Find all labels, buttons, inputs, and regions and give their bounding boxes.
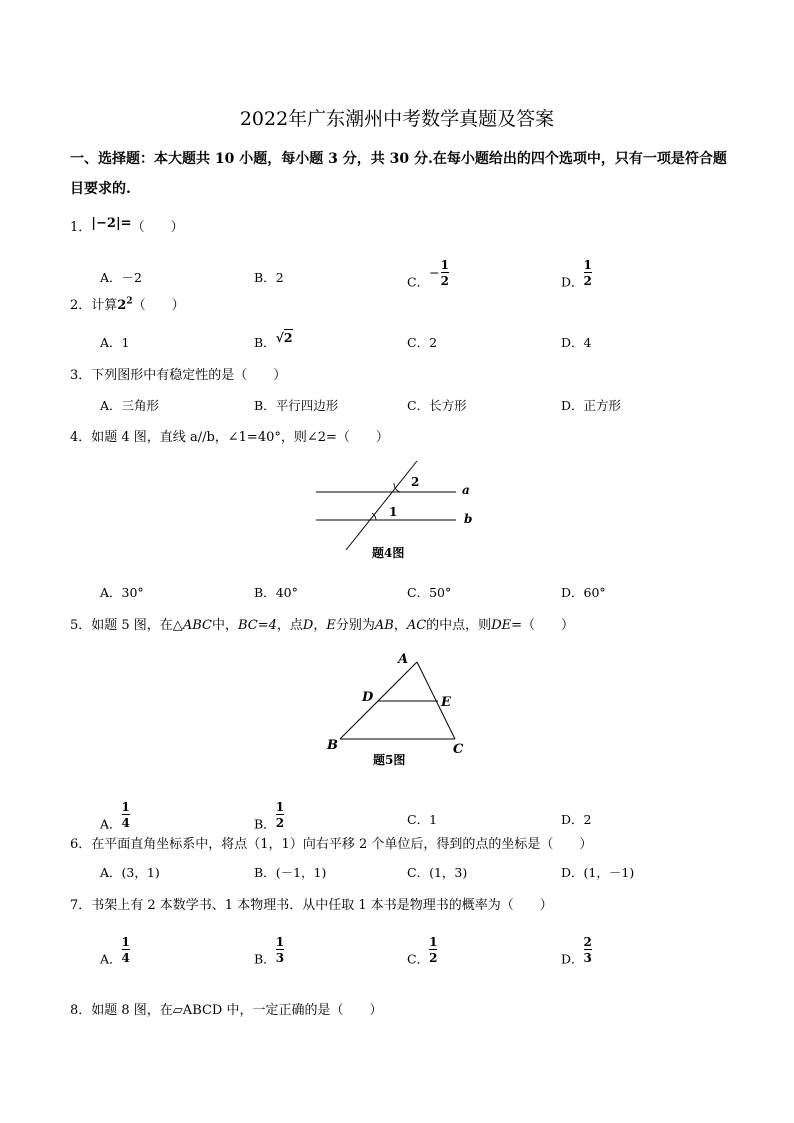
vertex-a-label: A: [398, 652, 409, 667]
q6-option-b[interactable]: B．(－1，1): [254, 865, 327, 880]
q4-option-b[interactable]: B．40°: [254, 585, 298, 600]
fraction: $\frac{1}{4}$: [121, 800, 130, 830]
q1-option-d[interactable]: D． $\frac{1}{2}$: [561, 258, 592, 290]
fraction: $\frac{1}{4}$: [121, 935, 130, 965]
vertex-c-label: C: [453, 742, 464, 757]
point-d-label: D: [362, 690, 374, 705]
q1-option-b[interactable]: B．2: [254, 270, 284, 285]
q5-option-b[interactable]: B． $\frac{1}{2}$: [254, 800, 285, 832]
figure-5-triangle: [320, 646, 480, 774]
point-e-label: E: [441, 695, 451, 710]
q3-option-c[interactable]: C．长方形: [407, 398, 467, 413]
fraction: $\frac{1}{2}$: [583, 258, 592, 288]
q4-option-a[interactable]: A．30°: [100, 585, 144, 600]
question-7-stem: 7．书架上有 2 本数学书、1 本物理书．从中任取 1 本书是物理书的概率为（ ）: [70, 898, 553, 913]
q3-option-d[interactable]: D．正方形: [561, 398, 622, 413]
fraction: $\frac{1}{2}$: [429, 935, 438, 965]
question-6-stem: 6．在平面直角坐标系中，将点（1，1）向右平移 2 个单位后，得到的点的坐标是（ ）: [70, 837, 593, 852]
q5-option-a[interactable]: A． $\frac{1}{4}$: [100, 800, 130, 832]
negative-sign: −: [429, 264, 440, 280]
square-root: √2: [275, 330, 293, 345]
q7-option-d[interactable]: D． $\frac{2}{3}$: [561, 935, 592, 967]
q7-option-c[interactable]: C． $\frac{1}{2}$: [407, 935, 438, 967]
question-1-stem: [70, 216, 184, 235]
q6-option-c[interactable]: C．(1，3): [407, 865, 468, 880]
q7-option-b[interactable]: B． $\frac{1}{3}$: [254, 935, 285, 967]
angle-1-label: 1: [389, 505, 398, 519]
q2-option-d[interactable]: D．4: [561, 335, 592, 350]
label-a: a: [462, 483, 470, 497]
fraction: $\frac{1}{2}$: [275, 800, 285, 830]
q2-option-b[interactable]: B．√2: [254, 330, 293, 350]
fraction: $\frac{1}{3}$: [275, 935, 285, 965]
figure-4-caption: 题4图: [372, 546, 405, 560]
q6-option-d[interactable]: D．(1，－1): [561, 865, 635, 880]
figure-5-caption: 题5图: [373, 753, 406, 767]
figure-4-parallel-lines: [310, 456, 490, 566]
question-number: 1．: [70, 220, 92, 235]
power-base: 2: [117, 298, 127, 313]
page-title: 2022年广东潮州中考数学真题及答案: [239, 108, 555, 130]
question-3-stem: 3．下列图形中有稳定性的是（ ）: [70, 368, 287, 383]
power-exponent: 2: [126, 296, 133, 307]
q2-option-c[interactable]: C．2: [407, 335, 438, 350]
q4-option-c[interactable]: C．50°: [407, 585, 452, 600]
q7-option-a[interactable]: A． $\frac{1}{4}$: [100, 935, 130, 967]
q4-option-d[interactable]: D．60°: [561, 585, 606, 600]
question-8-stem: 8．如题 8 图，在▱ABCD 中，一定正确的是（ ）: [70, 1003, 383, 1018]
answer-blank: （ ）: [131, 220, 184, 235]
q5-option-c[interactable]: C．1: [407, 812, 438, 827]
abs-expression: |−2|=: [91, 216, 132, 231]
angle-2-label: 2: [411, 475, 420, 489]
vertex-b-label: B: [327, 738, 338, 753]
q6-option-a[interactable]: A．(3，1): [100, 865, 160, 880]
q1-option-a[interactable]: A．－2: [100, 270, 142, 285]
angle-2-arc: [394, 483, 400, 492]
q5-option-d[interactable]: D．2: [561, 812, 592, 827]
section-heading-line2: 目要求的.: [70, 181, 131, 197]
question-4-stem: 4．如题 4 图，直线 a//b，∠1=40°，则∠2=（ ）: [70, 430, 389, 445]
q3-option-b[interactable]: B．平行四边形: [254, 398, 339, 413]
q3-option-a[interactable]: A．三角形: [100, 398, 160, 413]
q2-option-a[interactable]: A．1: [100, 335, 130, 350]
transversal: [346, 461, 420, 550]
q1-option-c[interactable]: C．− $\frac{1}{2}$: [407, 258, 449, 290]
label-b: b: [464, 512, 473, 526]
fraction: $\frac{2}{3}$: [583, 935, 592, 965]
question-5-stem: 5．如题 5 图，在△ABC中，BC=4，点D，E分别为AB，AC的中点，则DE=（ ）: [70, 618, 575, 633]
section-heading-line1: 一、选择题：本大题共 10 小题，每小题 3 分，共 30 分.在每小题给出的四个选项中，只有一项是符合题: [70, 151, 727, 167]
fraction: $\frac{1}{2}$: [440, 258, 449, 288]
question-2-stem: 2．计算$2^2$（ ）: [70, 296, 185, 313]
